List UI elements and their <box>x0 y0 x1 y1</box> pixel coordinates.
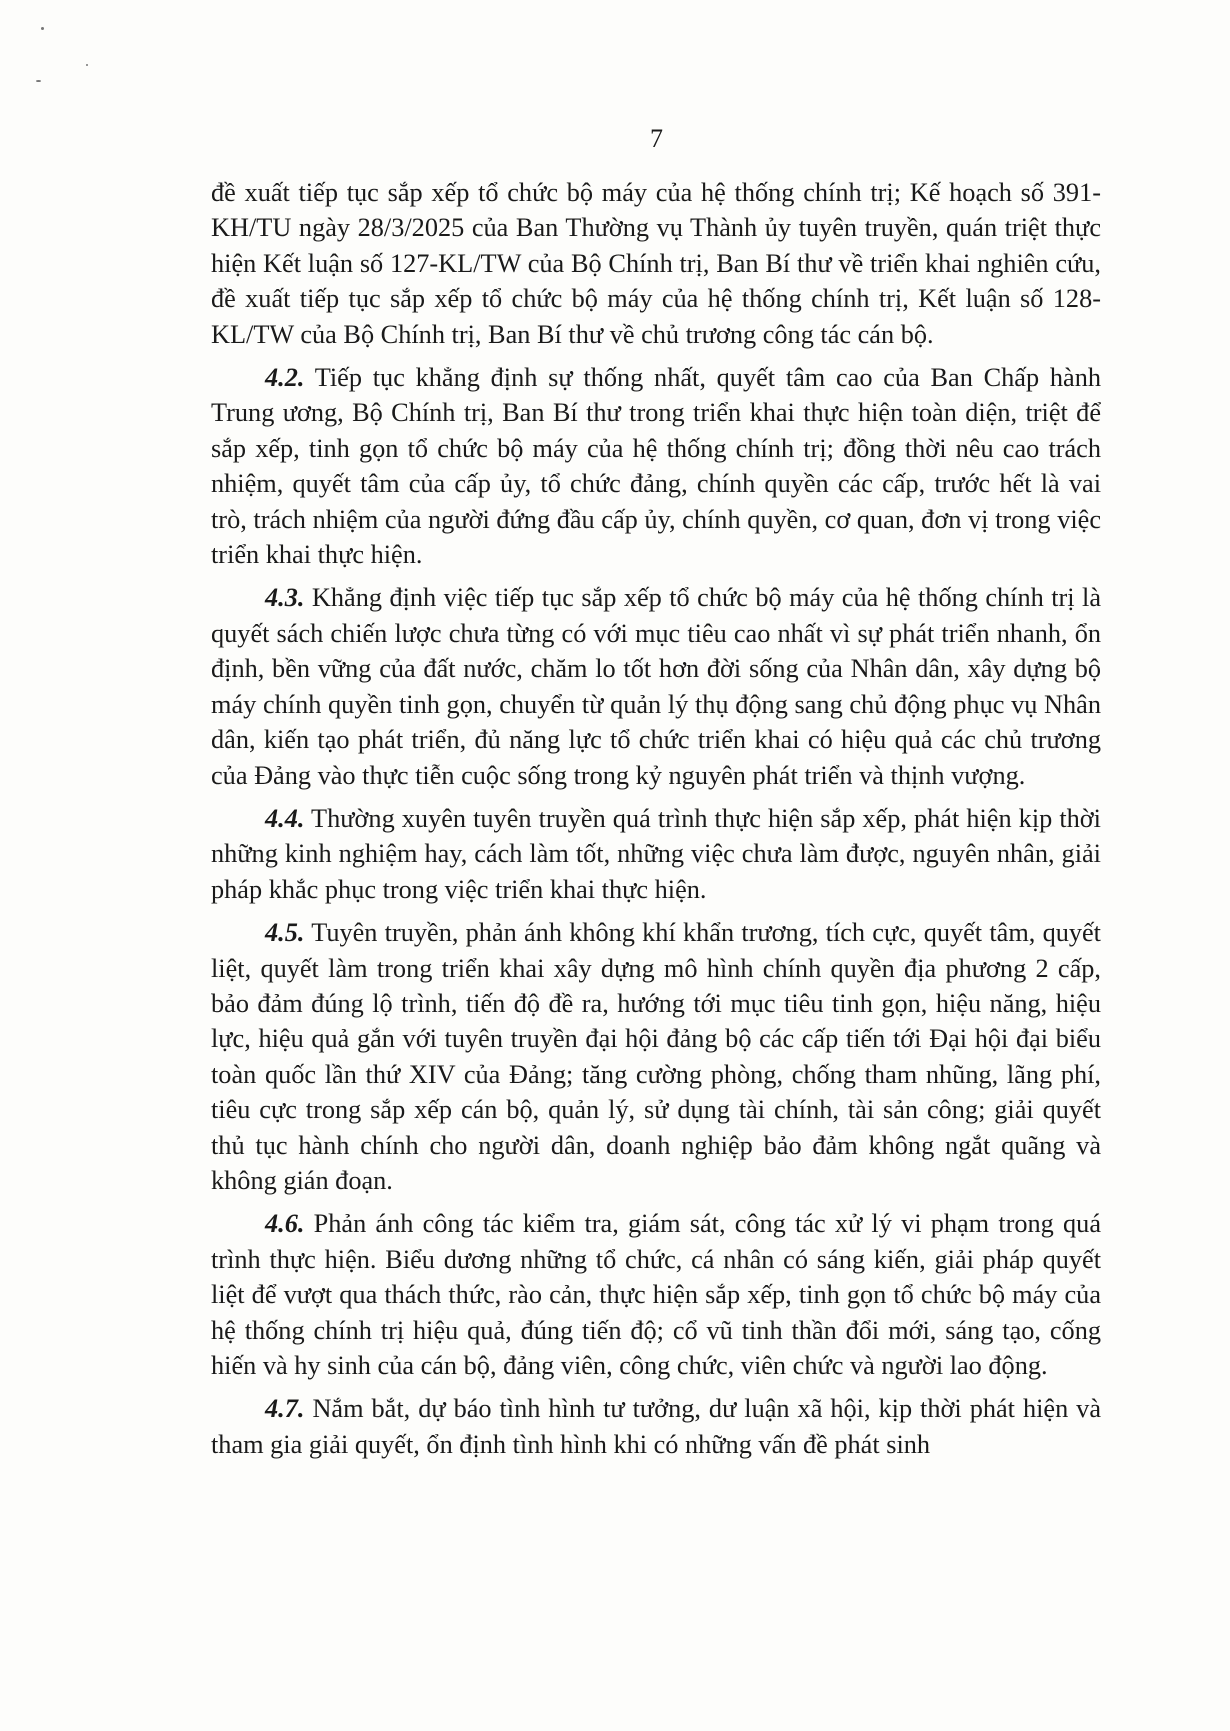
paragraph-number: 4.7. <box>265 1394 305 1424</box>
paragraph-number: 4.6. <box>265 1209 305 1239</box>
paragraph-4-7 <box>211 1391 1101 1462</box>
paragraph-text: Nắm bắt, dự báo tình hình tư tưởng, dư luận xã hội, kịp thời phát hiện và tham gia giải quyết, ổn định tình hình khi có những vấn đề phát sinh <box>211 1394 1102 1459</box>
paragraph-continuation <box>211 175 1101 352</box>
scan-speck <box>86 64 88 66</box>
paragraph-4-3 <box>211 580 1101 792</box>
paragraph-number: 4.3. <box>265 583 305 613</box>
paragraph-number: 4.5. <box>265 918 305 948</box>
page-number: 7 <box>650 124 663 153</box>
paragraph-text: Thường xuyên tuyên truyền quá trình thực hiện sắp xếp, phát hiện kịp thời những kinh nghiệm hay, cách làm tốt, những việc chưa làm được, nguyên nhân, giải pháp khắc phục trong việc triển khai thực hiện. <box>211 803 1101 904</box>
paragraph-number: 4.2. <box>265 363 305 393</box>
document-body <box>211 175 1101 1470</box>
scan-speck <box>41 27 44 30</box>
paragraph-4-2 <box>211 360 1101 572</box>
paragraph-text: Tuyên truyền, phản ánh không khí khẩn trương, tích cực, quyết tâm, quyết liệt, quyết làm trong triển khai xây dựng mô hình chính quyền địa phương 2 cấp, bảo đảm đúng lộ trình, tiến độ đề ra, hướng tới mục tiêu tinh gọn, hiệu năng, hiệu lực, hiệu quả gắn với tuyên truyền đại hội đảng bộ các cấp tiến tới Đại hội đại biểu toàn quốc lần thứ XIV của Đảng; tăng cường phòng, chống tham nhũng, lãng phí, tiêu cực trong sắp xếp cán bộ, quản lý, sử dụng tài chính, tài sản công; giải quyết thủ tục hành chính cho người dân, doanh nghiệp bảo đảm không ngắt quãng và không gián đoạn. <box>211 918 1101 1195</box>
scan-speck <box>36 80 41 82</box>
paragraph-4-5 <box>211 915 1101 1198</box>
paragraph-4-6 <box>211 1206 1101 1383</box>
paragraph-4-4 <box>211 801 1101 907</box>
paragraph-number: 4.4. <box>265 803 305 833</box>
paragraph-text: Tiếp tục khẳng định sự thống nhất, quyết tâm cao của Ban Chấp hành Trung ương, Bộ Chính trị, Ban Bí thư trong triển khai thực hiện toàn diện, triệt để sắp xếp, tinh gọn tổ chức bộ máy của hệ thống chính trị; đồng thời nêu cao trách nhiệm, quyết tâm của cấp ủy, tổ chức đảng, chính quyền các cấp, trước hết là vai trò, trách nhiệm của người đứng đầu cấp ủy, chính quyền, cơ quan, đơn vị trong việc triển khai thực hiện. <box>211 363 1101 570</box>
paragraph-text: Khẳng định việc tiếp tục sắp xếp tổ chức bộ máy của hệ thống chính trị là quyết sách chiến lược chưa từng có với mục tiêu cao nhất vì sự phát triển nhanh, ổn định, bền vững của đất nước, chăm lo tốt hơn đời sống của Nhân dân, xây dựng bộ máy chính quyền tinh gọn, chuyển từ quản lý thụ động sang chủ động phục vụ Nhân dân, kiến tạo phát triển, đủ năng lực tổ chức triển khai có hiệu quả các chủ trương của Đảng vào thực tiễn cuộc sống trong kỷ nguyên phát triển và thịnh vượng. <box>211 583 1101 790</box>
paragraph-text: đề xuất tiếp tục sắp xếp tổ chức bộ máy của hệ thống chính trị; Kế hoạch số 391-KH/TU ngày 28/3/2025 của Ban Thường vụ Thành ủy tuyên truyền, quán triệt thực hiện Kết luận số 127-KL/TW của Bộ Chính trị, Ban Bí thư về triển khai nghiên cứu, đề xuất tiếp tục sắp xếp tổ chức bộ máy của hệ thống chính trị, Kết luận số 128-KL/TW của Bộ Chính trị, Ban Bí thư về chủ trương công tác cán bộ. <box>211 178 1101 349</box>
paragraph-text: Phản ánh công tác kiểm tra, giám sát, công tác xử lý vi phạm trong quá trình thực hiện. Biểu dương những tổ chức, cá nhân có sáng kiến, giải pháp quyết liệt để vượt qua thách thức, rào cản, thực hiện sắp xếp, tinh gọn tổ chức bộ máy của hệ thống chính trị hiệu quả, đúng tiến độ; cổ vũ tinh thần đổi mới, sáng tạo, cống hiến và hy sinh của cán bộ, đảng viên, công chức, viên chức và người lao động. <box>211 1209 1101 1380</box>
